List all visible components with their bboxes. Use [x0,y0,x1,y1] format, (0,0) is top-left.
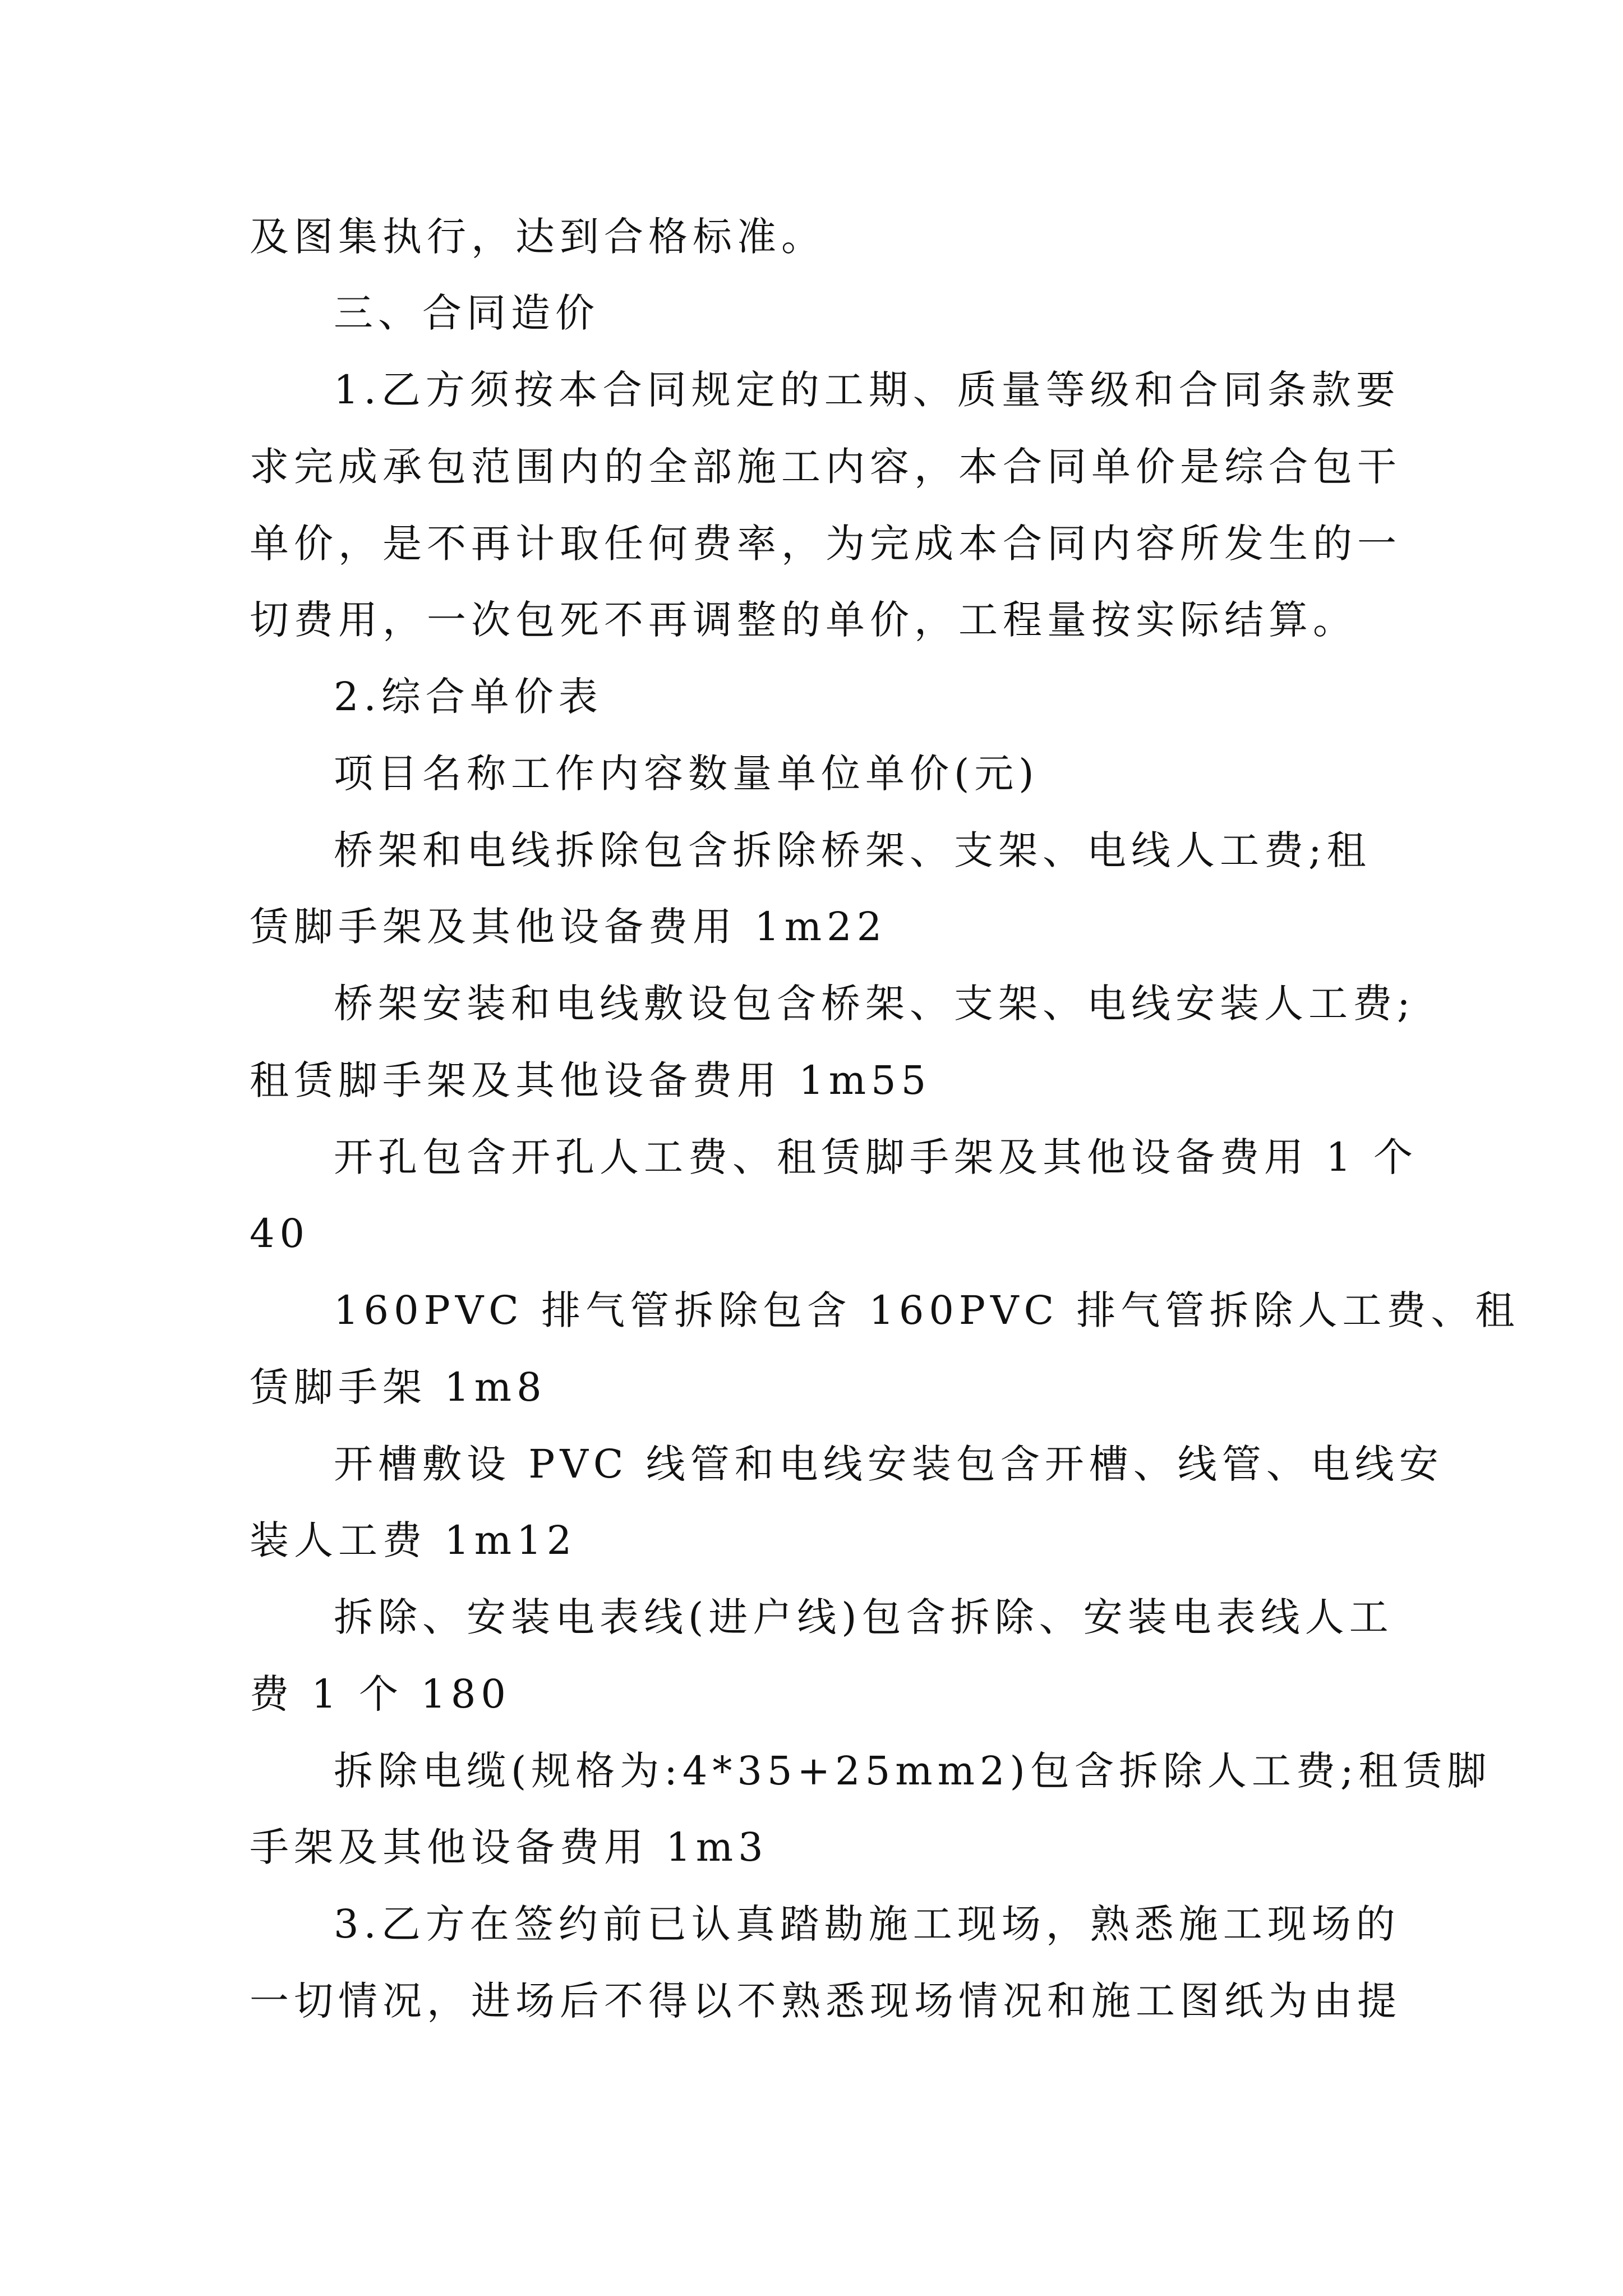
table-row-line: 装人工费 1m12 [250,1517,577,1563]
table-row-line: 桥架和电线拆除包含拆除桥架、支架、电线人工费;租 [334,827,1371,873]
table-row-line: 租赁脚手架及其他设备费用 1m55 [250,1057,932,1103]
text-line: 切费用，一次包死不再调整的单价，工程量按实际结算。 [250,597,1357,643]
section-heading: 三、合同造价 [334,290,600,336]
table-row-line: 拆除电缆(规格为:4*35+25mm2)包含拆除人工费;租赁脚 [334,1748,1492,1794]
text-line: 1.乙方须按本合同规定的工期、质量等级和合同条款要 [334,367,1400,413]
table-row-line: 赁脚手架及其他设备费用 1m22 [250,904,887,950]
table-row-line: 手架及其他设备费用 1m3 [250,1824,768,1870]
text-line: 3.乙方在签约前已认真踏勘施工现场，熟悉施工现场的 [334,1901,1400,1947]
table-row-line: 160PVC 排气管拆除包含 160PVC 排气管拆除人工费、租 [334,1287,1520,1333]
text-line: 求完成承包范围内的全部施工内容，本合同单价是综合包干 [250,444,1401,490]
table-header-line: 项目名称工作内容数量单位单价(元) [334,751,1039,797]
table-row-line: 桥架安装和电线敷设包含桥架、支架、电线安装人工费; [334,981,1415,1027]
table-row-line: 40 [250,1211,310,1257]
table-row-line: 拆除、安装电表线(进户线)包含拆除、安装电表线人工 [334,1594,1394,1640]
text-line: 及图集执行，达到合格标准。 [250,214,826,260]
table-row-line: 开孔包含开孔人工费、租赁脚手架及其他设备费用 1 个 [334,1134,1418,1180]
table-row-line: 赁脚手架 1m8 [250,1364,547,1410]
table-row-line: 费 1 个 180 [250,1671,511,1717]
table-row-line: 开槽敷设 PVC 线管和电线安装包含开槽、线管、电线安 [334,1441,1444,1487]
text-line: 单价，是不再计取任何费率，为完成本合同内容所发生的一 [250,521,1401,567]
text-line: 一切情况，进场后不得以不熟悉现场情况和施工图纸为由提 [250,1978,1401,2024]
subheading: 2.综合单价表 [334,674,603,720]
